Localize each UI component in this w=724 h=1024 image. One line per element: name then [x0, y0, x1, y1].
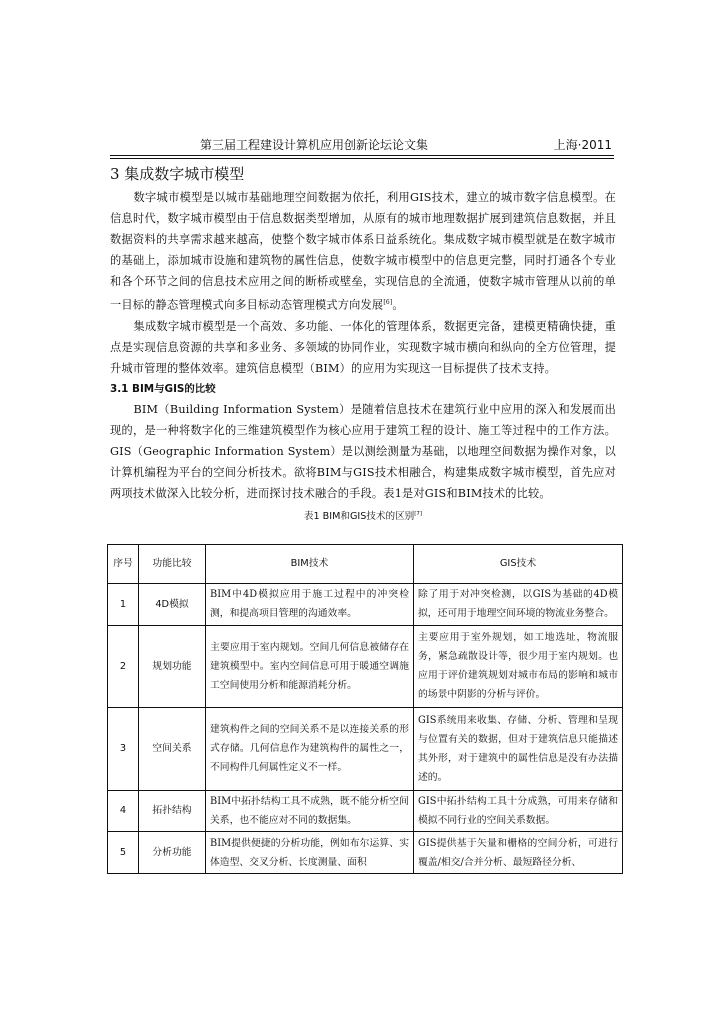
section-paragraph-2: 集成数字城市模型是一个高效、多功能、一体化的管理体系，数据更完备，建模更精确快捷，重点是实现信息资源的共享和多业务、多领域的协同作业，实现数字城市横向和纵向的全方位管理，提升城市管理的整体效率。建筑信息模型（BIM）的应用为实现这一目标提供了技术支持。 [110, 319, 616, 375]
proceedings-title: 第三届工程建设计算机应用创新论坛论文集 [200, 138, 429, 152]
row-bim: BIM中4D模拟应用于施工过程中的冲突检测，和提高项目管理的沟通效率。 [206, 584, 414, 626]
header-bim: BIM技术 [206, 545, 414, 584]
row-gis: GIS系统用来收集、存储、分析、管理和呈现与位置有关的数据，但对于建筑信息只能描述其外形，对于建筑中的属性信息是没有办法描述的。 [414, 708, 623, 790]
section-paragraph-1-end: 。 [392, 298, 404, 312]
comparison-table [107, 544, 623, 874]
table-header-row [108, 545, 623, 584]
header-rule-thin [110, 158, 614, 159]
row-no: 4 [108, 790, 139, 832]
row-no: 1 [108, 584, 139, 626]
subsection-title: 3.1 BIM与GIS的比较 [110, 382, 216, 395]
header-func: 功能比较 [139, 545, 206, 584]
row-bim: 主要应用于室内规划。空间几何信息被储存在建筑模型中。室内空间信息可用于暖通空调施工空间使用分析和能源消耗分析。 [206, 625, 414, 707]
page-content [110, 163, 616, 525]
row-gis: 主要应用于室外规划，如工地选址，物流服务，紧急疏散设计等，很少用于室内规划。也应用于评价建筑规划对城市布局的影响和城市的场景中阴影的分析与评价。 [414, 625, 623, 707]
header-no: 序号 [108, 545, 139, 584]
table-row [108, 625, 623, 707]
header-gis: GIS技术 [414, 545, 623, 584]
table-row [108, 584, 623, 626]
row-no: 2 [108, 625, 139, 707]
section-paragraph-1 [110, 187, 616, 316]
row-func: 拓扑结构 [139, 790, 206, 832]
citation-ref: [6] [383, 299, 393, 306]
row-func: 分析功能 [139, 832, 206, 874]
row-func: 4D模拟 [139, 584, 206, 626]
proceedings-location: 上海·2011 [553, 138, 612, 152]
row-bim: 建筑构件之间的空间关系不是以连接关系的形式存储。几何信息作为建筑构件的属性之一，不同构件几何属性定义不一样。 [206, 708, 414, 790]
table-caption-text: 表1 BIM和GIS技术的区别 [303, 510, 415, 522]
row-gis: GIS提供基于矢量和栅格的空间分析，可进行覆盖/相交/合并分析、最短路径分析、 [414, 832, 623, 874]
table-row [108, 708, 623, 790]
section-title: 3 集成数字城市模型 [110, 165, 245, 183]
row-bim: BIM中拓扑结构工具不成熟，既不能分析空间关系，也不能应对不同的数据集。 [206, 790, 414, 832]
row-func: 空间关系 [139, 708, 206, 790]
row-func: 规划功能 [139, 625, 206, 707]
row-no: 5 [108, 832, 139, 874]
row-gis: GIS中拓扑结构工具十分成熟，可用来存储和模拟不同行业的空间关系数据。 [414, 790, 623, 832]
row-gis: 除了用于对冲突检测，以GIS为基础的4D模拟，还可用于地理空间环境的物流业务整合。 [414, 584, 623, 626]
table-caption-ref: [7] [414, 510, 423, 517]
table-caption [110, 506, 616, 525]
table-row [108, 832, 623, 874]
subsection-paragraph: BIM（Building Information System）是随着信息技术在建筑行业中应用的深入和发展而出现的，是一种将数字化的三维建筑模型作为核心应用于建筑工程的设计、施工等过程中的工作方法。GIS（Geographic Information System）是以测绘测量为基础，以地理空间数据为操作对象，以计算机编程为平台的空间分析技术。欲将BIM与GIS技术相融合，构建集成数字城市模型，首先应对两项技术做深入比较分析，进而探讨技术融合的手段。表1是对GIS和BIM技术的比较。 [110, 402, 616, 500]
row-bim: BIM提供便捷的分析功能，例如布尔运算、实体造型、交叉分析、长度测量、面积 [206, 832, 414, 874]
section-paragraph-1-text: 数字城市模型是以城市基础地理空间数据为依托，利用GIS技术，建立的城市数字信息模型。在信息时代，数字城市模型由于信息数据类型增加，从原有的城市地理数据扩展到建筑信息数据，并且数据资料的共享需求越来越高，使整个数字城市体系日益系统化。集成数字城市模型就是在数字城市的基础上，添加城市设施和建筑物的属性信息，使数字城市模型中的信息更完整，同时打通各个专业和各个环节之间的信息技术应用之间的断桥或壁垒，实现信息的全流通，使数字城市管理从以前的单一目标的静态管理模式向多目标动态管理模式方向发展 [110, 191, 616, 312]
table-row [108, 790, 623, 832]
running-header [110, 136, 614, 154]
header-rule-thick [110, 155, 614, 156]
row-no: 3 [108, 708, 139, 790]
